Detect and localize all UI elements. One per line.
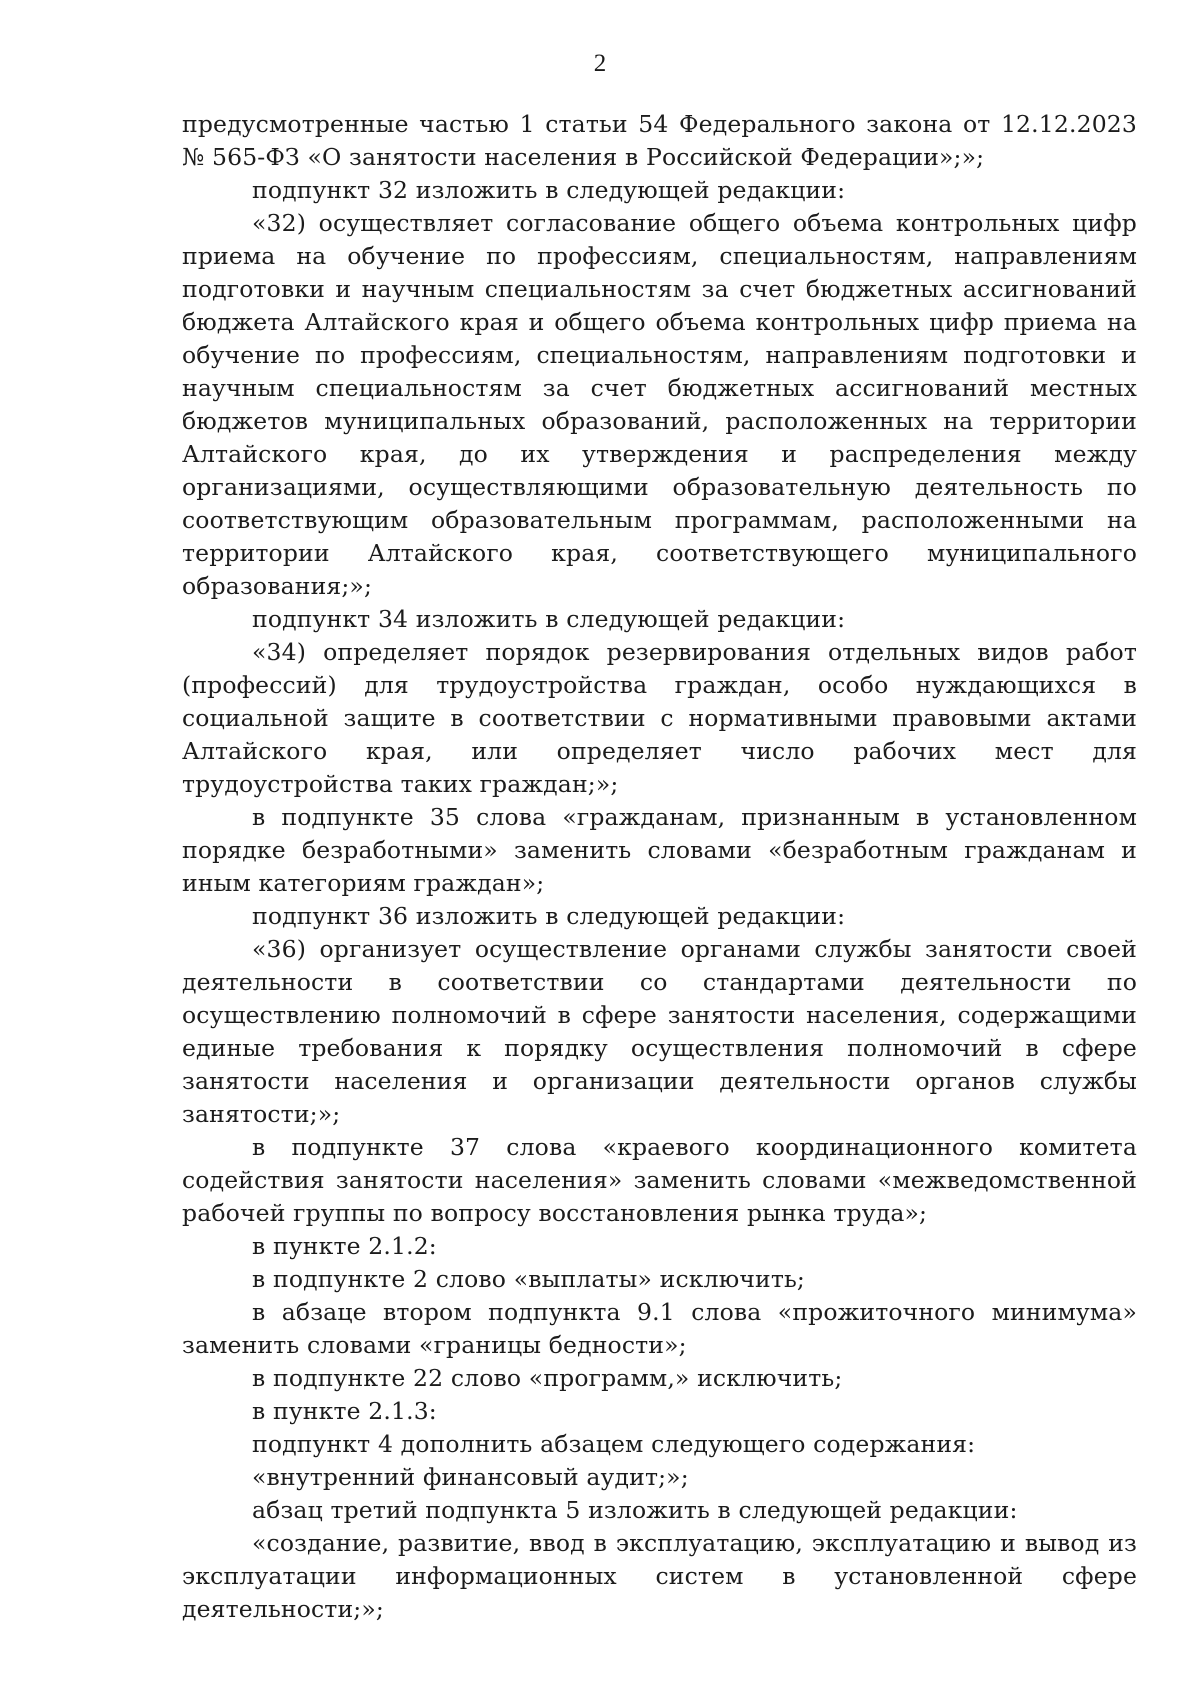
paragraph: предусмотренные частью 1 статьи 54 Федерального закона от 12.12.2023 № 565-ФЗ «О занятости населения в Российской Федерации»;»; — [182, 110, 1137, 171]
paragraph: абзац третий подпункта 5 изложить в следующей редакции: — [252, 1496, 1018, 1524]
paragraph: в подпункте 35 слова «гражданам, признанным в установленном порядке безработными» заменить словами «безработным гражданам и иным категориям граждан»; — [182, 803, 1137, 897]
paragraph: «внутренний финансовый аудит;»; — [252, 1463, 689, 1491]
paragraph: в пункте 2.1.2: — [252, 1232, 437, 1260]
paragraph: «создание, развитие, ввод в эксплуатацию, эксплуатацию и вывод из эксплуатации информационных систем в установленной сфере деятельности;»; — [182, 1529, 1137, 1623]
paragraph: подпункт 4 дополнить абзацем следующего содержания: — [252, 1430, 976, 1458]
paragraph: «34) определяет порядок резервирования отдельных видов работ (профессий) для трудоустройства граждан, особо нуждающихся в социальной защите в соответствии с нормативными правовыми актами Алтайского края, или определяет число рабочих мест для трудоустройства таких граждан;»; — [182, 638, 1137, 798]
paragraph: в подпункте 2 слово «выплаты» исключить; — [252, 1265, 805, 1293]
paragraph: «36) организует осуществление органами службы занятости своей деятельности в соответствии со стандартами деятельности по осуществлению полномочий в сфере занятости населения, содержащими единые требования к порядку осуществления полномочий в сфере занятости населения и организации деятельности органов службы занятости;»; — [182, 935, 1137, 1128]
paragraph: в пункте 2.1.3: — [252, 1397, 437, 1425]
paragraph: подпункт 32 изложить в следующей редакции: — [252, 176, 846, 204]
paragraph: в подпункте 22 слово «программ,» исключить; — [252, 1364, 843, 1392]
page-number: 2 — [593, 50, 607, 77]
paragraph: подпункт 36 изложить в следующей редакции: — [252, 902, 846, 930]
paragraph: в абзаце втором подпункта 9.1 слова «прожиточного минимума» заменить словами «границы бедности»; — [182, 1298, 1137, 1359]
paragraph: «32) осуществляет согласование общего объема контрольных цифр приема на обучение по профессиям, специальностям, направлениям подготовки и научным специальностям за счет бюджетных ассигнований бюджета Алтайского края и общего объема контрольных цифр приема на обучение по профессиям, специальностям, направлениям подготовки и научным специальностям за счет бюджетных ассигнований местных бюджетов муниципальных образований, расположенных на территории Алтайского края, до их утверждения и распределения между организациями, осуществляющими образовательную деятельность по соответствующим образовательным программам, расположенными на территории Алтайского края, соответствующего муниципального образования;»; — [182, 209, 1137, 600]
paragraph: в подпункте 37 слова «краевого координационного комитета содействия занятости населения» заменить словами «межведомственной рабочей группы по вопросу восстановления рынка труда»; — [182, 1133, 1137, 1227]
paragraph: подпункт 34 изложить в следующей редакции: — [252, 605, 846, 633]
document-body — [182, 108, 1137, 1626]
